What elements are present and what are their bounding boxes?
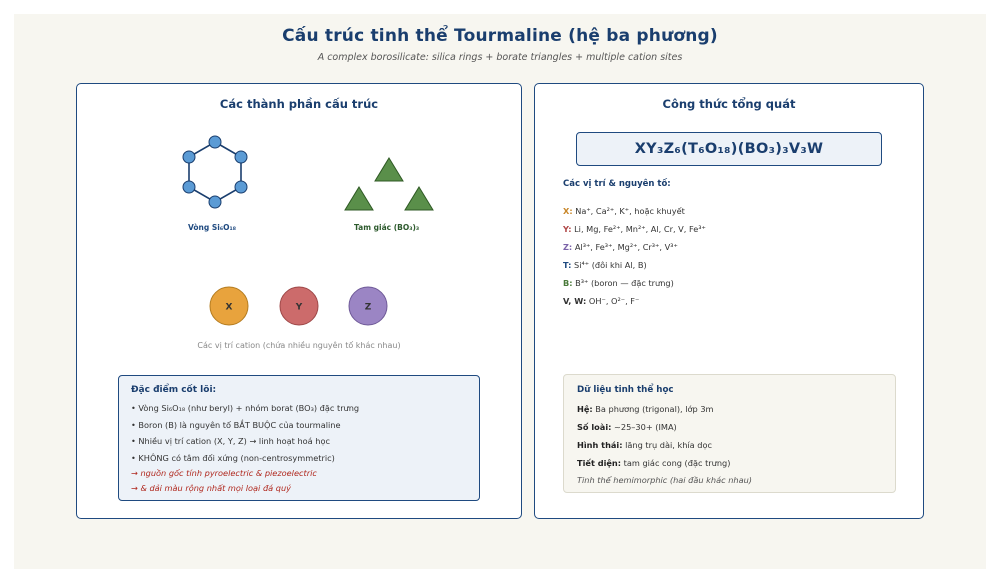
prop-key: Số loài: [577, 422, 612, 432]
sites-title: Các vị trí & nguyên tố: [563, 179, 671, 189]
site-row-z [563, 242, 678, 252]
site-value: Si⁴⁺ (đôi khi Al, B) [574, 260, 647, 270]
crystal-data-row [577, 436, 882, 454]
core-feature-item: • Boron (B) là nguyên tố BẮT BUỘC của tourmaline [131, 419, 341, 430]
site-value: Al³⁺, Fe³⁺, Mg²⁺, Cr³⁺, V³⁺ [574, 242, 678, 252]
prop-value: Ba phương (trigonal), lớp 3m [595, 404, 714, 414]
structure-illustration [77, 124, 523, 374]
cation-x-label: X [225, 302, 233, 313]
general-formula: XY₃Z₆(T₆O₁₈)(BO₃)₃V₃W [634, 141, 824, 157]
cation-z-label: Z [364, 302, 372, 313]
site-key: V, W: [563, 296, 587, 306]
borate-triangle [375, 158, 403, 181]
prop-key: Hệ: [577, 404, 593, 414]
crystal-data-row [577, 418, 882, 436]
page-subtitle: A complex borosilicate: silica rings + borate triangles + multiple cation sites [317, 52, 683, 63]
crystal-data-row [577, 400, 882, 418]
cation-z-icon [349, 287, 387, 325]
site-value: B³⁺ (boron — đặc trưng) [575, 278, 674, 288]
cation-sites-note: Các vị trí cation (chứa nhiều nguyên tố khác nhau) [197, 341, 401, 350]
prop-key: Tiết diện: [577, 458, 622, 468]
site-value: Li, Mg, Fe²⁺, Mn²⁺, Al, Cr, V, Fe³⁺ [574, 224, 706, 234]
cation-y-icon [280, 287, 318, 325]
core-features-title: Đặc điểm cốt lõi: [131, 385, 217, 395]
core-feature-consequence: → & dải màu rộng nhất mọi loại đá quý [131, 483, 291, 493]
site-key: Y: [563, 224, 572, 234]
general-formula-heading: Công thức tổng quát [662, 97, 796, 111]
crystal-data-note: Tinh thể hemimorphic (hai đầu khác nhau) [577, 475, 753, 485]
ring-node [209, 136, 221, 148]
crystal-data-box [563, 374, 896, 493]
borate-triangles-icon [345, 158, 433, 210]
cation-x-icon [210, 287, 248, 325]
crystal-data-title: Dữ liệu tinh thể học [577, 385, 674, 395]
prop-value: tam giác cong (đặc trưng) [623, 458, 731, 468]
site-row-b [563, 278, 674, 288]
borate-triangle-label: Tam giác (BO₃)₃ [354, 223, 420, 232]
cation-y-label: Y [295, 302, 303, 313]
core-feature-consequence: → nguồn gốc tính pyroelectric & piezoelectric [131, 468, 317, 478]
site-row-t [563, 260, 647, 270]
core-feature-item: • Vòng Si₆O₁₈ (như beryl) + nhóm borat (BO₃) đặc trưng [131, 403, 360, 413]
site-row-y [563, 224, 706, 234]
silica-ring-label: Vòng Si₆O₁₈ [188, 223, 237, 232]
crystal-data-row [577, 454, 882, 472]
ring-node [235, 151, 247, 163]
site-key: X: [563, 206, 573, 216]
structure-components-heading: Các thành phần cấu trúc [219, 97, 379, 111]
core-feature-item: • KHÔNG có tâm đối xứng (non-centrosymmetric) [131, 452, 335, 463]
ring-node [183, 181, 195, 193]
prop-value: lăng trụ dài, khía dọc [625, 440, 713, 450]
site-value: Na⁺, Ca²⁺, K⁺, hoặc khuyết [575, 206, 685, 216]
ring-node [235, 181, 247, 193]
site-value: OH⁻, O²⁻, F⁻ [588, 296, 640, 306]
borate-triangle [405, 187, 433, 210]
core-features-box [118, 375, 480, 501]
general-formula-panel [534, 83, 924, 519]
site-row-x [563, 206, 685, 216]
ring-node [209, 196, 221, 208]
formula-box [576, 132, 882, 166]
site-key: Z: [563, 242, 573, 252]
site-row-vw [563, 296, 639, 306]
page-title: Cấu trúc tinh thể Tourmaline (hệ ba phương) [282, 26, 718, 46]
silica-ring-icon [183, 136, 247, 208]
structure-components-panel [76, 83, 522, 519]
ring-node [183, 151, 195, 163]
prop-key: Hình thái: [577, 440, 623, 450]
prop-value: ~25–30+ (IMA) [614, 422, 677, 432]
borate-triangle [345, 187, 373, 210]
site-key: T: [563, 260, 572, 270]
site-key: B: [563, 278, 573, 288]
core-feature-item: • Nhiều vị trí cation (X, Y, Z) → linh hoạt hoá học [131, 436, 330, 446]
